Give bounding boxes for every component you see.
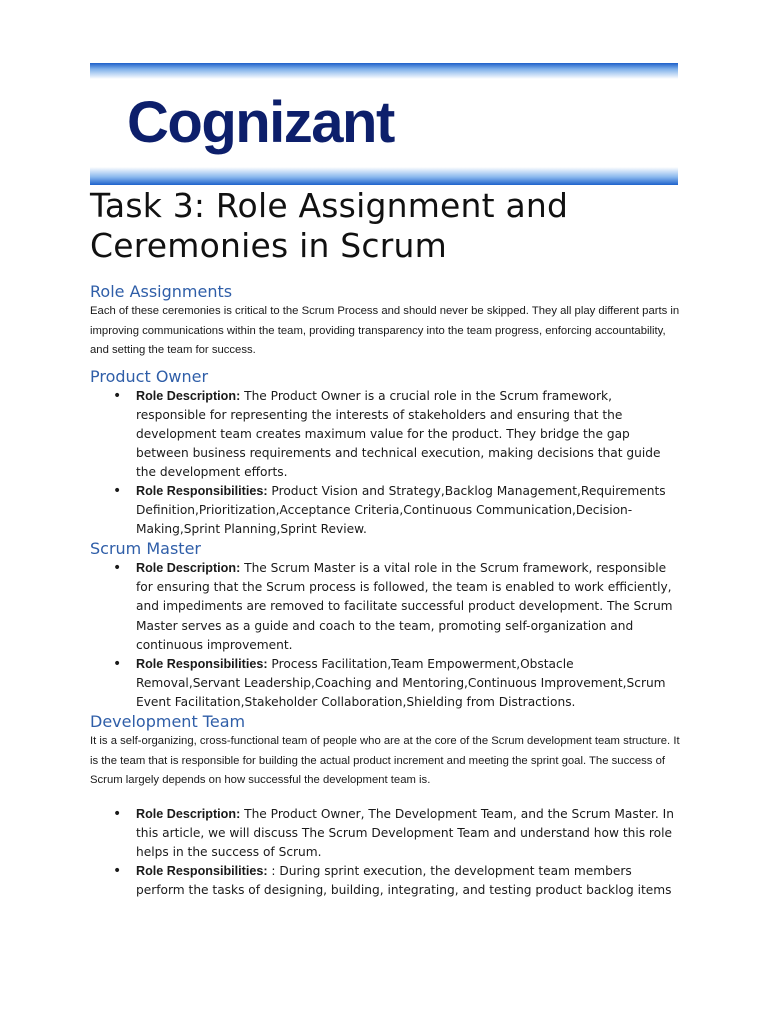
page-title: Task 3: Role Assignment and Ceremonies in Scrum [90,186,569,265]
role-description-label: Role Description: [136,806,241,821]
bullet-icon: • [113,387,122,404]
list-item [90,482,680,539]
bullet-icon: • [113,482,122,499]
role-assignments-paragraph: Each of these ceremonies is critical to the Scrum Process and should never be skipped. They all play different parts in improving communications within the team, providing transparency into the team progress, enforcing accountability, and setting the team for success. [90,305,680,356]
role-description-label: Role Description: [136,561,241,576]
role-responsibilities-label: Role Responsibilities: [136,656,268,671]
role-description-text: The Product Owner, The Development Team, and the Scrum Master. In this article, we will discuss The Scrum Development Team and understand how this role helps in the success of Scrum. [136,806,674,859]
heading-scrum-master: Scrum Master [90,539,201,559]
role-description-text: The Product Owner is a crucial role in the Scrum framework, responsible for representing the interests of stakeholders and ensuring that the development team creates maximum value for the product. They bridge the gap between business requirements and technical execution, making decisions that guide the development efforts. [136,388,661,479]
cognizant-logo [90,63,678,185]
bullet-icon: • [113,862,122,879]
list-item [90,805,680,862]
heading-role-assignments: Role Assignments [90,282,233,301]
bullet-icon: • [113,560,122,577]
document-body [90,186,680,900]
role-description-label: Role Description: [136,388,241,403]
list-item [90,655,680,712]
heading-product-owner: Product Owner [90,366,209,386]
role-description-text: The Scrum Master is a vital role in the Scrum framework, responsible for ensuring that the Scrum process is followed, the team is enabled to work efficiently, and impediments are removed to facilitate successful product development. The Scrum Master serves as a guide and coach to the team, promoting self-organization and continuous improvement. [136,561,673,652]
product-owner-list [90,387,680,540]
development-team-list [90,805,680,900]
list-item [90,862,680,900]
role-responsibilities-text: : During sprint execution, the development team members perform the tasks of designing, building, integrating, and testing product backlog items [136,863,672,897]
role-responsibilities-text: Process Facilitation,Team Empowerment,Obstacle Removal,Servant Leadership,Coaching and Mentoring,Continuous Improvement,Scrum Event Facilitation,Stakeholder Collaboration,Shielding from Distractions. [136,656,666,709]
header-banner [90,63,678,185]
list-item [90,387,680,482]
heading-development-team: Development Team [90,712,246,731]
logo-text: Cognizant [127,90,394,155]
bullet-icon: • [113,805,122,822]
list-item [90,559,680,654]
scrum-master-list [90,559,680,712]
role-responsibilities-text: Product Vision and Strategy,Backlog Management,Requirements Definition,Prioritization,Acceptance Criteria,Continuous Communication,Decision-Making,Sprint Planning,Sprint Review. [136,483,666,537]
role-responsibilities-label: Role Responsibilities: [136,863,268,878]
spacer [90,791,680,805]
bullet-icon: • [113,655,122,672]
role-responsibilities-label: Role Responsibilities: [136,483,268,498]
development-team-paragraph: It is a self-organizing, cross-functional team of people who are at the core of the Scrum development team structure. It is the team that is responsible for building the actual product increment and meeting the sprint goal. The success of Scrum largely depends on how successful the development team is. [90,735,680,786]
